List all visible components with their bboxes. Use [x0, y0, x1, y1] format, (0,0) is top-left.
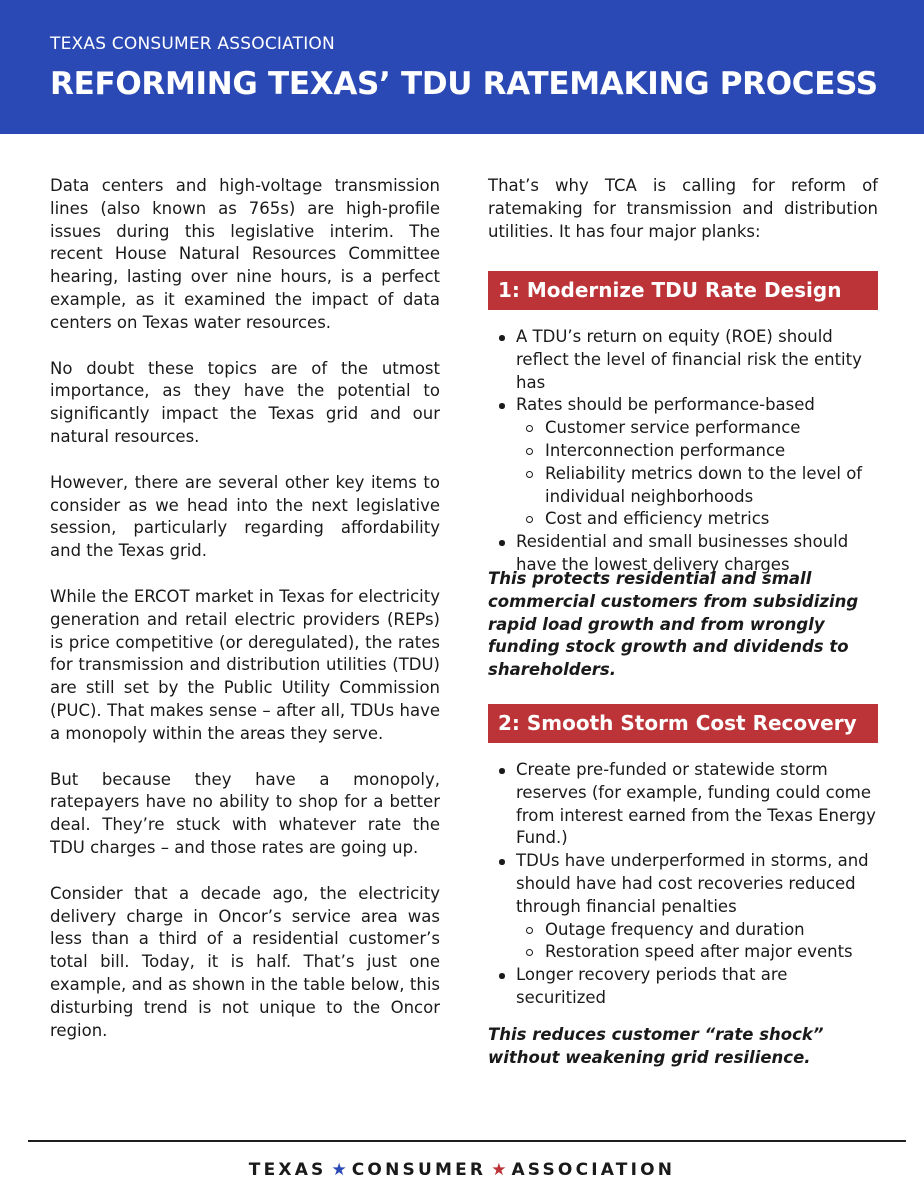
- header-banner: [0, 0, 924, 134]
- star-icon: ★: [491, 1160, 507, 1180]
- footer-logo: [0, 1160, 924, 1180]
- list-item: Create pre-funded or statewide storm reserves (for example, funding could come from interest earned from the Texas Energy Fund.): [488, 759, 878, 850]
- list-item: Rates should be performance-based: [488, 394, 878, 417]
- paragraph: No doubt these topics are of the utmost importance, as they have the potential to significantly impact the Texas grid and our natural resources.: [50, 358, 440, 446]
- sub-list-item: Restoration speed after major events: [488, 941, 878, 964]
- rate-design-callout: This protects residential and small commercial customers from subsidizing rapid load growth and from wrongly funding stock growth and dividends to shareholders.: [488, 569, 859, 680]
- paragraph: However, there are several other key items to consider as we head into the next legislative session, particularly regarding affordability and the Texas grid.: [50, 472, 440, 561]
- page-title: REFORMING TEXAS’ TDU RATEMAKING PROCESS: [50, 66, 878, 102]
- sub-list-item: Interconnection performance: [488, 440, 878, 463]
- footer-divider: [28, 1140, 906, 1142]
- storm-cost-list: [488, 759, 878, 1010]
- paragraph: But because they have a monopoly, ratepayers have no ability to shop for a better deal. They’re stuck with whatever rate the TDU charges – and those rates are going up.: [50, 769, 440, 857]
- list-item: TDUs have underperformed in storms, and should have had cost recoveries reduced through financial penalties: [488, 850, 878, 918]
- star-icon: ★: [331, 1160, 347, 1180]
- rate-design-list: [488, 326, 878, 577]
- list-item: Residential and small businesses should have the lowest delivery charges: [488, 531, 878, 577]
- right-column: [488, 175, 878, 1067]
- footer-word-texas: TEXAS: [248, 1160, 327, 1180]
- sub-list-item: Customer service performance: [488, 417, 878, 440]
- footer-word-consumer: CONSUMER: [351, 1160, 487, 1180]
- section-heading-rate-design: 1: Modernize TDU Rate Design: [488, 271, 878, 310]
- footer-word-association: ASSOCIATION: [511, 1160, 676, 1180]
- paragraph: While the ERCOT market in Texas for electricity generation and retail electric providers (REPs) is price competitive (or deregulated), the rates for transmission and distribution utilities (TDU) are still set by the Public Utility Commission (PUC). That makes sense – after all, TDUs have a monopoly within the areas they serve.: [50, 586, 440, 743]
- section-heading-storm-cost: 2: Smooth Storm Cost Recovery: [488, 704, 878, 743]
- sub-list-item: Outage frequency and duration: [488, 919, 878, 942]
- intro-paragraph: That’s why TCA is calling for reform of ratemaking for transmission and distribution utilities. It has four major planks:: [488, 176, 878, 241]
- storm-cost-callout: This reduces customer “rate shock” without weakening grid resilience.: [488, 1025, 824, 1067]
- sub-list-item: Cost and efficiency metrics: [488, 508, 878, 531]
- list-item: Longer recovery periods that are securitized: [488, 964, 878, 1010]
- list-item: A TDU’s return on equity (ROE) should reflect the level of financial risk the entity has: [488, 326, 878, 394]
- sub-list-item: Reliability metrics down to the level of individual neighborhoods: [488, 463, 878, 509]
- organization-name: TEXAS CONSUMER ASSOCIATION: [50, 34, 335, 54]
- left-column: [50, 175, 440, 1065]
- paragraph: Consider that a decade ago, the electricity delivery charge in Oncor’s service area was less than a third of a residential customer’s total bill. Today, it is half. That’s just one example, and as shown in the table below, this disturbing trend is not unique to the Oncor region.: [50, 883, 440, 1040]
- paragraph: Data centers and high-voltage transmission lines (also known as 765s) are high-profile issues during this legislative interim. The recent House Natural Resources Committee hearing, lasting over nine hours, is a perfect example, as it examined the impact of data centers on Texas water resources.: [50, 176, 440, 332]
